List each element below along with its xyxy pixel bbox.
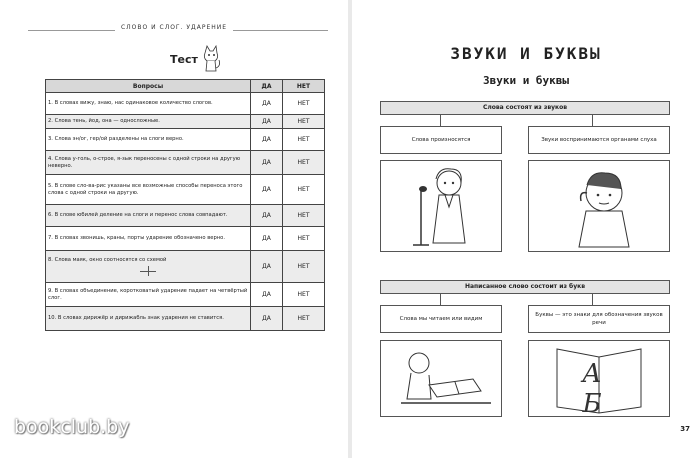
question-cell: 2. Слова тень, йод, она — односложные. <box>46 115 251 129</box>
listening-boy-illustration <box>528 160 670 252</box>
test-table <box>45 79 325 331</box>
answer-yes-cell[interactable]: ДА <box>251 129 283 151</box>
running-header: СЛОВО И СЛОГ. УДАРЕНИЕ <box>0 24 348 31</box>
right-page <box>352 0 700 458</box>
letters-bar: Написанное слово состоит из букв <box>380 280 670 294</box>
test-title: Тест <box>170 53 198 66</box>
answer-yes-cell[interactable]: ДА <box>251 283 283 307</box>
stress-scheme-icon <box>140 266 156 276</box>
answer-yes-cell[interactable]: ДА <box>251 93 283 115</box>
column-header-yes: ДА <box>251 80 283 93</box>
question-cell: 1. В словах вижу, знаю, нас одинаковое количество слогов. <box>46 93 251 115</box>
answer-no-cell[interactable]: НЕТ <box>283 175 325 205</box>
page-subtitle: Звуки и буквы <box>482 74 570 87</box>
table-row <box>46 283 325 307</box>
column-header-no: НЕТ <box>283 80 325 93</box>
answer-yes-cell[interactable]: ДА <box>251 307 283 331</box>
page-title: ЗВУКИ И БУКВЫ <box>450 44 602 63</box>
table-row <box>46 227 325 251</box>
table-row <box>46 175 325 205</box>
answer-no-cell[interactable]: НЕТ <box>283 283 325 307</box>
cat-mascot-icon <box>200 44 222 74</box>
question-cell: 9. В словах объединение, коротковатый ударение падает на четвёртый слог. <box>46 283 251 307</box>
question-cell: 6. В слове юбилей деление на слоги и перенос слова совпадают. <box>46 205 251 227</box>
question-text: 8. Слова маяк, окно соотносятся со схемой <box>48 257 167 263</box>
question-cell: 10. В словах дирижёр и дирижабль знак ударения не ставится. <box>46 307 251 331</box>
table-header-row <box>46 80 325 93</box>
table-row <box>46 307 325 331</box>
table-row <box>46 151 325 175</box>
table-row <box>46 93 325 115</box>
question-cell <box>46 251 251 283</box>
hearing-box: Звуки воспринимаются органами слуха <box>528 126 670 154</box>
question-cell: 5. В слове сло-ва-рис указаны все возможные способы переноса этого слова с одной строки на другую. <box>46 175 251 205</box>
answer-no-cell[interactable]: НЕТ <box>283 307 325 331</box>
read-box: Слова мы читаем или видим <box>380 305 502 333</box>
answer-no-cell[interactable]: НЕТ <box>283 151 325 175</box>
question-cell: 4. Слова у-голь, о-строе, я-зык переносены с одной строки на другую неверно. <box>46 151 251 175</box>
speaking-man-illustration <box>380 160 502 252</box>
connector-line <box>440 293 441 305</box>
column-header-questions: Вопросы <box>46 80 251 93</box>
table-row <box>46 129 325 151</box>
connector-line <box>440 114 441 126</box>
table-row <box>46 115 325 129</box>
reading-child-illustration <box>380 340 502 417</box>
answer-yes-cell[interactable]: ДА <box>251 251 283 283</box>
question-cell: 7. В словах звонишь, краны, порты ударение обозначено верно. <box>46 227 251 251</box>
page-number: 37 <box>680 425 690 433</box>
book-letters: А Б <box>582 359 616 419</box>
connector-line <box>592 293 593 305</box>
answer-yes-cell[interactable]: ДА <box>251 175 283 205</box>
letters-signs-box: Буквы — это знаки для обозначения звуков речи <box>528 305 670 333</box>
watermark: bookclub.by <box>14 416 130 438</box>
table-row <box>46 251 325 283</box>
question-cell: 3. Слова эн/ог, гер/ой разделены на слоги верно. <box>46 129 251 151</box>
answer-no-cell[interactable]: НЕТ <box>283 93 325 115</box>
left-page <box>0 0 348 458</box>
answer-yes-cell[interactable]: ДА <box>251 151 283 175</box>
answer-yes-cell[interactable]: ДА <box>251 115 283 129</box>
pronounced-box: Слова произносятся <box>380 126 502 154</box>
answer-no-cell[interactable]: НЕТ <box>283 115 325 129</box>
alphabet-book-illustration <box>528 340 670 417</box>
answer-yes-cell[interactable]: ДА <box>251 227 283 251</box>
answer-no-cell[interactable]: НЕТ <box>283 129 325 151</box>
answer-no-cell[interactable]: НЕТ <box>283 251 325 283</box>
answer-no-cell[interactable]: НЕТ <box>283 205 325 227</box>
answer-yes-cell[interactable]: ДА <box>251 205 283 227</box>
connector-line <box>592 114 593 126</box>
answer-no-cell[interactable]: НЕТ <box>283 227 325 251</box>
table-row <box>46 205 325 227</box>
sounds-bar: Слова состоят из звуков <box>380 101 670 115</box>
